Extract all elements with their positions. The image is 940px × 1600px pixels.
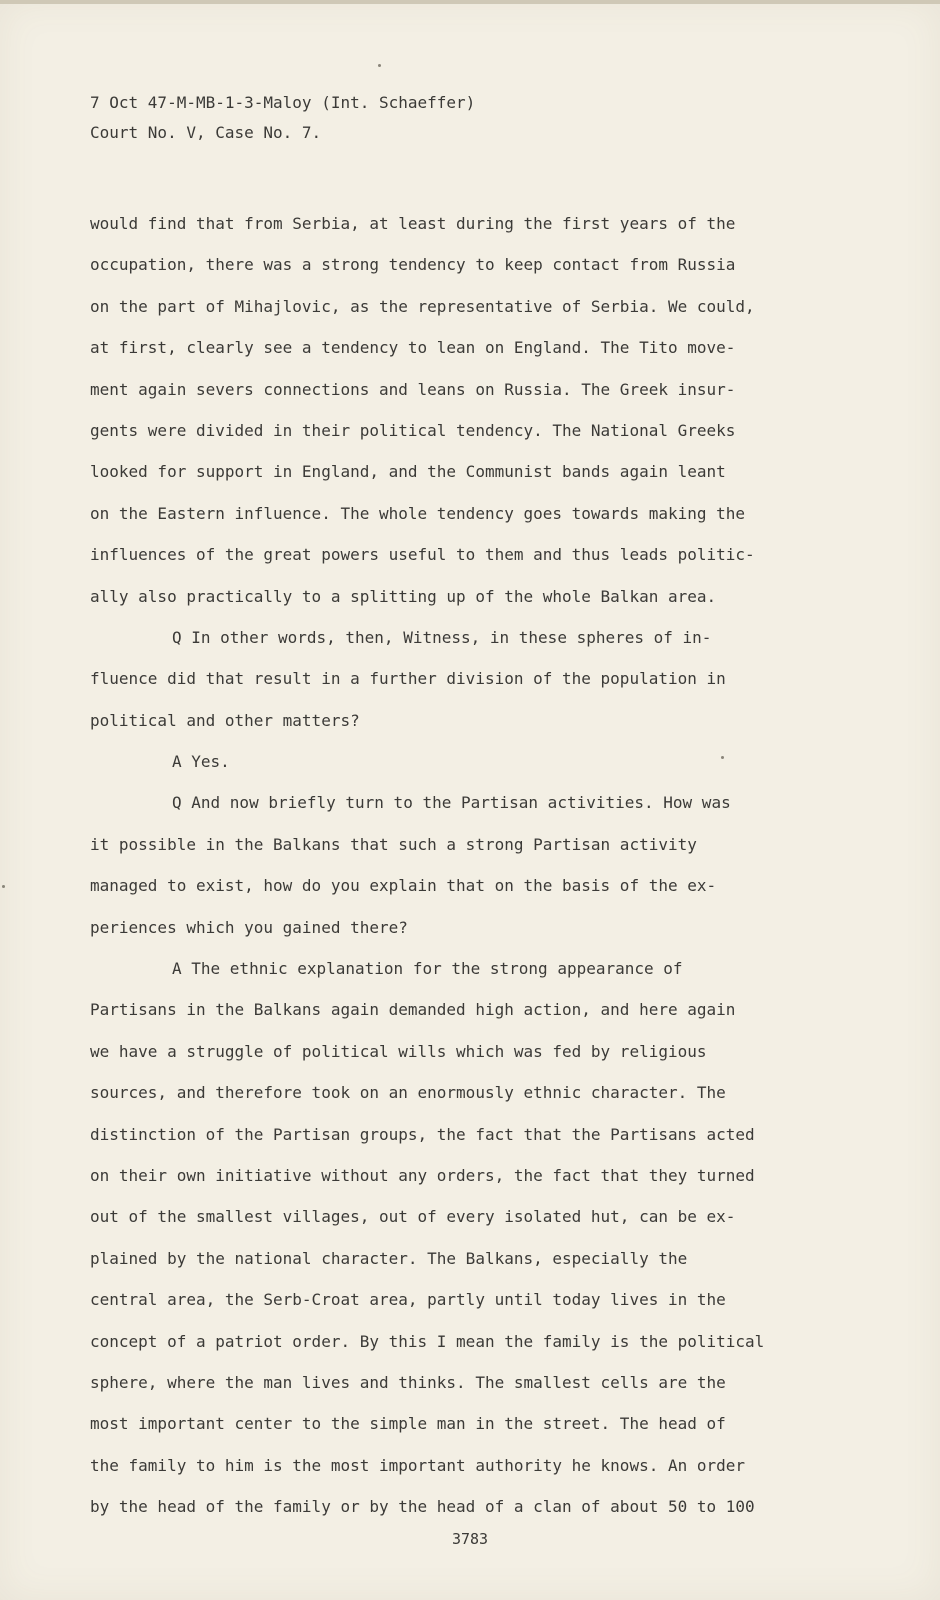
transcript-line: would find that from Serbia, at least during the first years of the (90, 214, 736, 233)
paper-speck (378, 64, 381, 67)
transcript-line: the family to him is the most important authority he knows. An order (90, 1455, 746, 1475)
transcript-line: influences of the great powers useful to them and thus leads politic- (90, 545, 755, 565)
transcript-body (90, 203, 850, 1528)
transcript-line: ally also practically to a splitting up of the whole Balkan area. (90, 586, 717, 606)
transcript-line: concept of a patriot order. By this I mean the family is the political (90, 1331, 765, 1351)
transcript-line: sphere, where the man lives and thinks. The smallest cells are the (90, 1372, 726, 1392)
document-header (90, 88, 475, 148)
transcript-line: it possible in the Balkans that such a strong Partisan activity (90, 834, 697, 854)
transcript-line: managed to exist, how do you explain that on the basis of the ex- (90, 876, 717, 896)
transcript-line: occupation, there was a strong tendency to keep contact from Russia (90, 255, 736, 275)
transcript-line: sources, and therefore took on an enormously ethnic character. The (90, 1083, 726, 1103)
transcript-line: political and other matters? (90, 710, 360, 730)
transcript-line: looked for support in England, and the Communist bands again leant (90, 462, 726, 482)
transcript-line: Partisans in the Balkans again demanded high action, and here again (90, 1000, 736, 1020)
question-line: Q And now briefly turn to the Partisan activities. How was (172, 793, 731, 813)
answer-line: A The ethnic explanation for the strong appearance of (172, 959, 683, 979)
header-reference-line: 7 Oct 47-M-MB-1-3-Maloy (Int. Schaeffer) (90, 93, 476, 112)
question-line: Q In other words, then, Witness, in these spheres of in- (172, 627, 712, 647)
transcript-line: out of the smallest villages, out of every isolated hut, can be ex- (90, 1207, 736, 1227)
transcript-line: on their own initiative without any orders, the fact that they turned (90, 1165, 755, 1185)
transcript-line: ment again severs connections and leans on Russia. The Greek insur- (90, 379, 736, 399)
transcript-line: plained by the national character. The Balkans, especially the (90, 1248, 688, 1268)
transcript-line: we have a struggle of political wills which was fed by religious (90, 1041, 707, 1061)
transcript-line: at first, clearly see a tendency to lean on England. The Tito move- (90, 338, 736, 358)
transcript-line: periences which you gained there? (90, 917, 408, 937)
transcript-line: on the part of Mihajlovic, as the representative of Serbia. We could, (90, 296, 755, 316)
answer-line: A Yes. (172, 752, 230, 772)
page-top-edge (0, 0, 940, 4)
transcript-line: fluence did that result in a further division of the population in (90, 669, 726, 689)
transcript-line: on the Eastern influence. The whole tendency goes towards making the (90, 503, 746, 523)
transcript-line: distinction of the Partisan groups, the fact that the Partisans acted (90, 1124, 755, 1144)
paper-speck (721, 756, 724, 759)
page-number: 3783 (451, 1530, 489, 1548)
paper-speck (2, 885, 5, 888)
transcript-line: by the head of the family or by the head of a clan of about 50 to 100 (90, 1497, 755, 1517)
transcript-line: gents were divided in their political tendency. The National Greeks (90, 420, 736, 440)
transcript-line: most important center to the simple man in the street. The head of (90, 1414, 726, 1434)
header-court-line: Court No. V, Case No. 7. (90, 123, 322, 142)
transcript-line: central area, the Serb-Croat area, partly until today lives in the (90, 1290, 726, 1310)
